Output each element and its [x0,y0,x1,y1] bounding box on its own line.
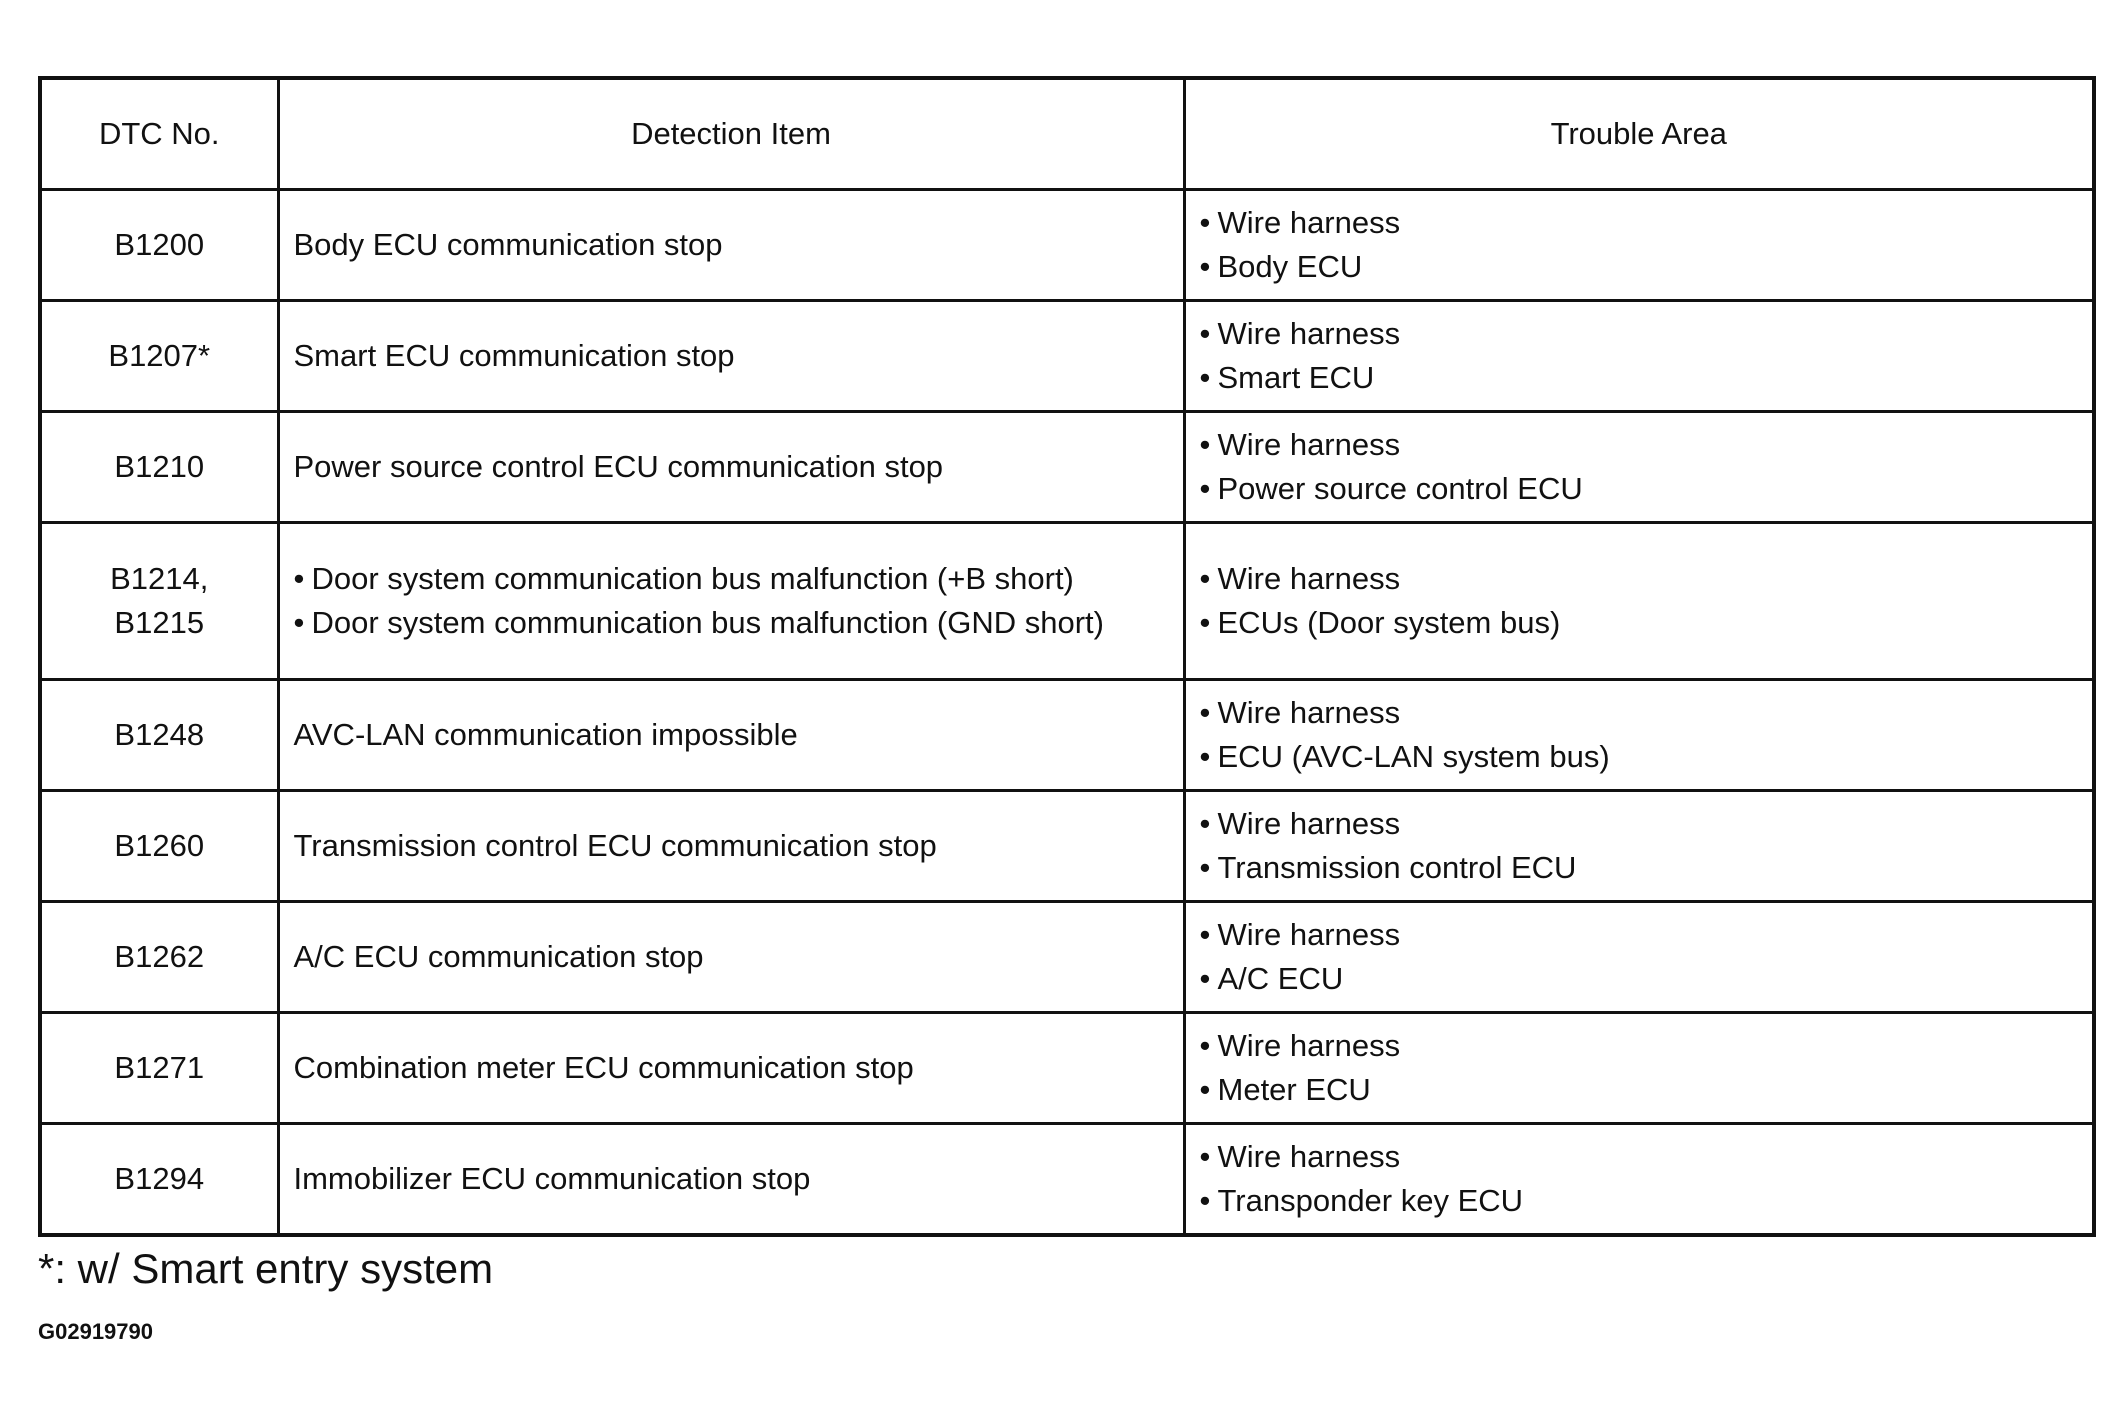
table-row [40,680,2094,791]
trouble-area-item: • Smart ECU [1200,356,2093,400]
header-detection-item: Detection Item [278,78,1184,190]
dtc-code: B1260 [114,828,205,863]
bullet-icon: • [1199,427,1211,462]
trouble-area-cell [1184,190,2094,301]
detection-item-text: AVC-LAN communication impossible [293,717,798,752]
bullet-icon: • [293,561,305,596]
table-row [40,190,2094,301]
trouble-area-item: • Power source control ECU [1200,467,2093,511]
trouble-area-item: • Wire harness [1200,1135,2093,1179]
trouble-area-item: • Wire harness [1200,423,2093,467]
table-row [40,791,2094,902]
table-row [40,523,2094,680]
dtc-cell [40,791,278,902]
trouble-area-item: • Wire harness [1200,691,2093,735]
dtc-code: B1262 [114,939,205,974]
trouble-area-item: • Wire harness [1200,201,2093,245]
trouble-area-item: • Transponder key ECU [1200,1179,2093,1223]
detection-item-text: Combination meter ECU communication stop [293,1050,914,1085]
detection-item-text: A/C ECU communication stop [293,939,704,974]
dtc-cell [40,190,278,301]
trouble-area-cell [1184,1013,2094,1124]
detection-item-cell [278,680,1184,791]
trouble-area-cell [1184,301,2094,412]
detection-item-cell [278,301,1184,412]
trouble-area-cell [1184,412,2094,523]
dtc-code: B1210 [114,449,205,484]
dtc-code: B1294 [114,1161,205,1196]
trouble-area-item: • Wire harness [1200,802,2093,846]
dtc-cell [40,1124,278,1236]
dtc-cell [40,301,278,412]
trouble-area-cell [1184,680,2094,791]
bullet-icon: • [1199,249,1211,284]
detection-item-text: Transmission control ECU communication stop [293,828,937,863]
detection-item-cell [278,523,1184,680]
detection-item-text: Smart ECU communication stop [293,338,735,373]
trouble-area-cell [1184,902,2094,1013]
dtc-cell [40,902,278,1013]
detection-item-cell [278,190,1184,301]
trouble-area-item: • Body ECU [1200,245,2093,289]
footnote: *: w/ Smart entry system [38,1245,494,1292]
bullet-icon: • [1199,471,1211,506]
bullet-icon: • [1199,1072,1211,1107]
bullet-icon: • [1199,561,1211,596]
trouble-area-item: • Wire harness [1200,913,2093,957]
bullet-icon: • [1199,205,1211,240]
dtc-code: B1248 [114,717,205,752]
bullet-icon: • [1199,1139,1211,1174]
trouble-area-item: • Wire harness [1200,312,2093,356]
dtc-cell [40,523,278,680]
table-row [40,412,2094,523]
detection-item-cell [278,902,1184,1013]
table-row [40,902,2094,1013]
bullet-icon: • [1199,961,1211,996]
trouble-area-item: • ECU (AVC-LAN system bus) [1200,735,2093,779]
dtc-cell [40,1013,278,1124]
bullet-icon: • [1199,316,1211,351]
trouble-area-cell [1184,791,2094,902]
trouble-area-cell [1184,523,2094,680]
bullet-icon: • [1199,1028,1211,1063]
figure-id: G02919790 [38,1319,153,1344]
bullet-icon: • [1199,605,1211,640]
trouble-area-cell [1184,1124,2094,1236]
trouble-area-item: • Meter ECU [1200,1068,2093,1112]
dtc-code: B1215 [114,605,205,640]
dtc-cell [40,412,278,523]
trouble-area-item: • A/C ECU [1200,957,2093,1001]
table-header-row [40,78,2094,190]
bullet-icon: • [1199,1183,1211,1218]
bullet-icon: • [293,605,305,640]
detection-item-cell [278,412,1184,523]
detection-item-cell [278,791,1184,902]
dtc-code: B1200 [114,227,205,262]
bullet-icon: • [1199,360,1211,395]
table-row [40,301,2094,412]
dtc-cell [40,680,278,791]
bullet-icon: • [1199,695,1211,730]
bullet-icon: • [1199,806,1211,841]
table-row [40,1013,2094,1124]
bullet-icon: • [1199,917,1211,952]
dtc-code: B1214, [110,561,209,596]
table-row [40,1124,2094,1236]
trouble-area-item: • Transmission control ECU [1200,846,2093,890]
detection-item-text: Immobilizer ECU communication stop [293,1161,811,1196]
bullet-icon: • [1199,739,1211,774]
detection-item-cell [278,1013,1184,1124]
dtc-table [38,76,2096,1237]
header-trouble-area: Trouble Area [1184,78,2094,190]
detection-item-cell [278,1124,1184,1236]
header-dtc-no: DTC No. [40,78,278,190]
detection-item-text: Power source control ECU communication stop [293,449,944,484]
bullet-icon: • [1199,850,1211,885]
detection-item-bullet: • Door system communication bus malfunction (GND short) [294,601,1183,645]
dtc-code: B1207* [108,338,211,373]
detection-item-text: Body ECU communication stop [293,227,723,262]
trouble-area-item: • ECUs (Door system bus) [1200,601,2093,645]
trouble-area-item: • Wire harness [1200,557,2093,601]
trouble-area-item: • Wire harness [1200,1024,2093,1068]
detection-item-bullet: • Door system communication bus malfunction (+B short) [294,557,1183,601]
dtc-code: B1271 [114,1050,205,1085]
